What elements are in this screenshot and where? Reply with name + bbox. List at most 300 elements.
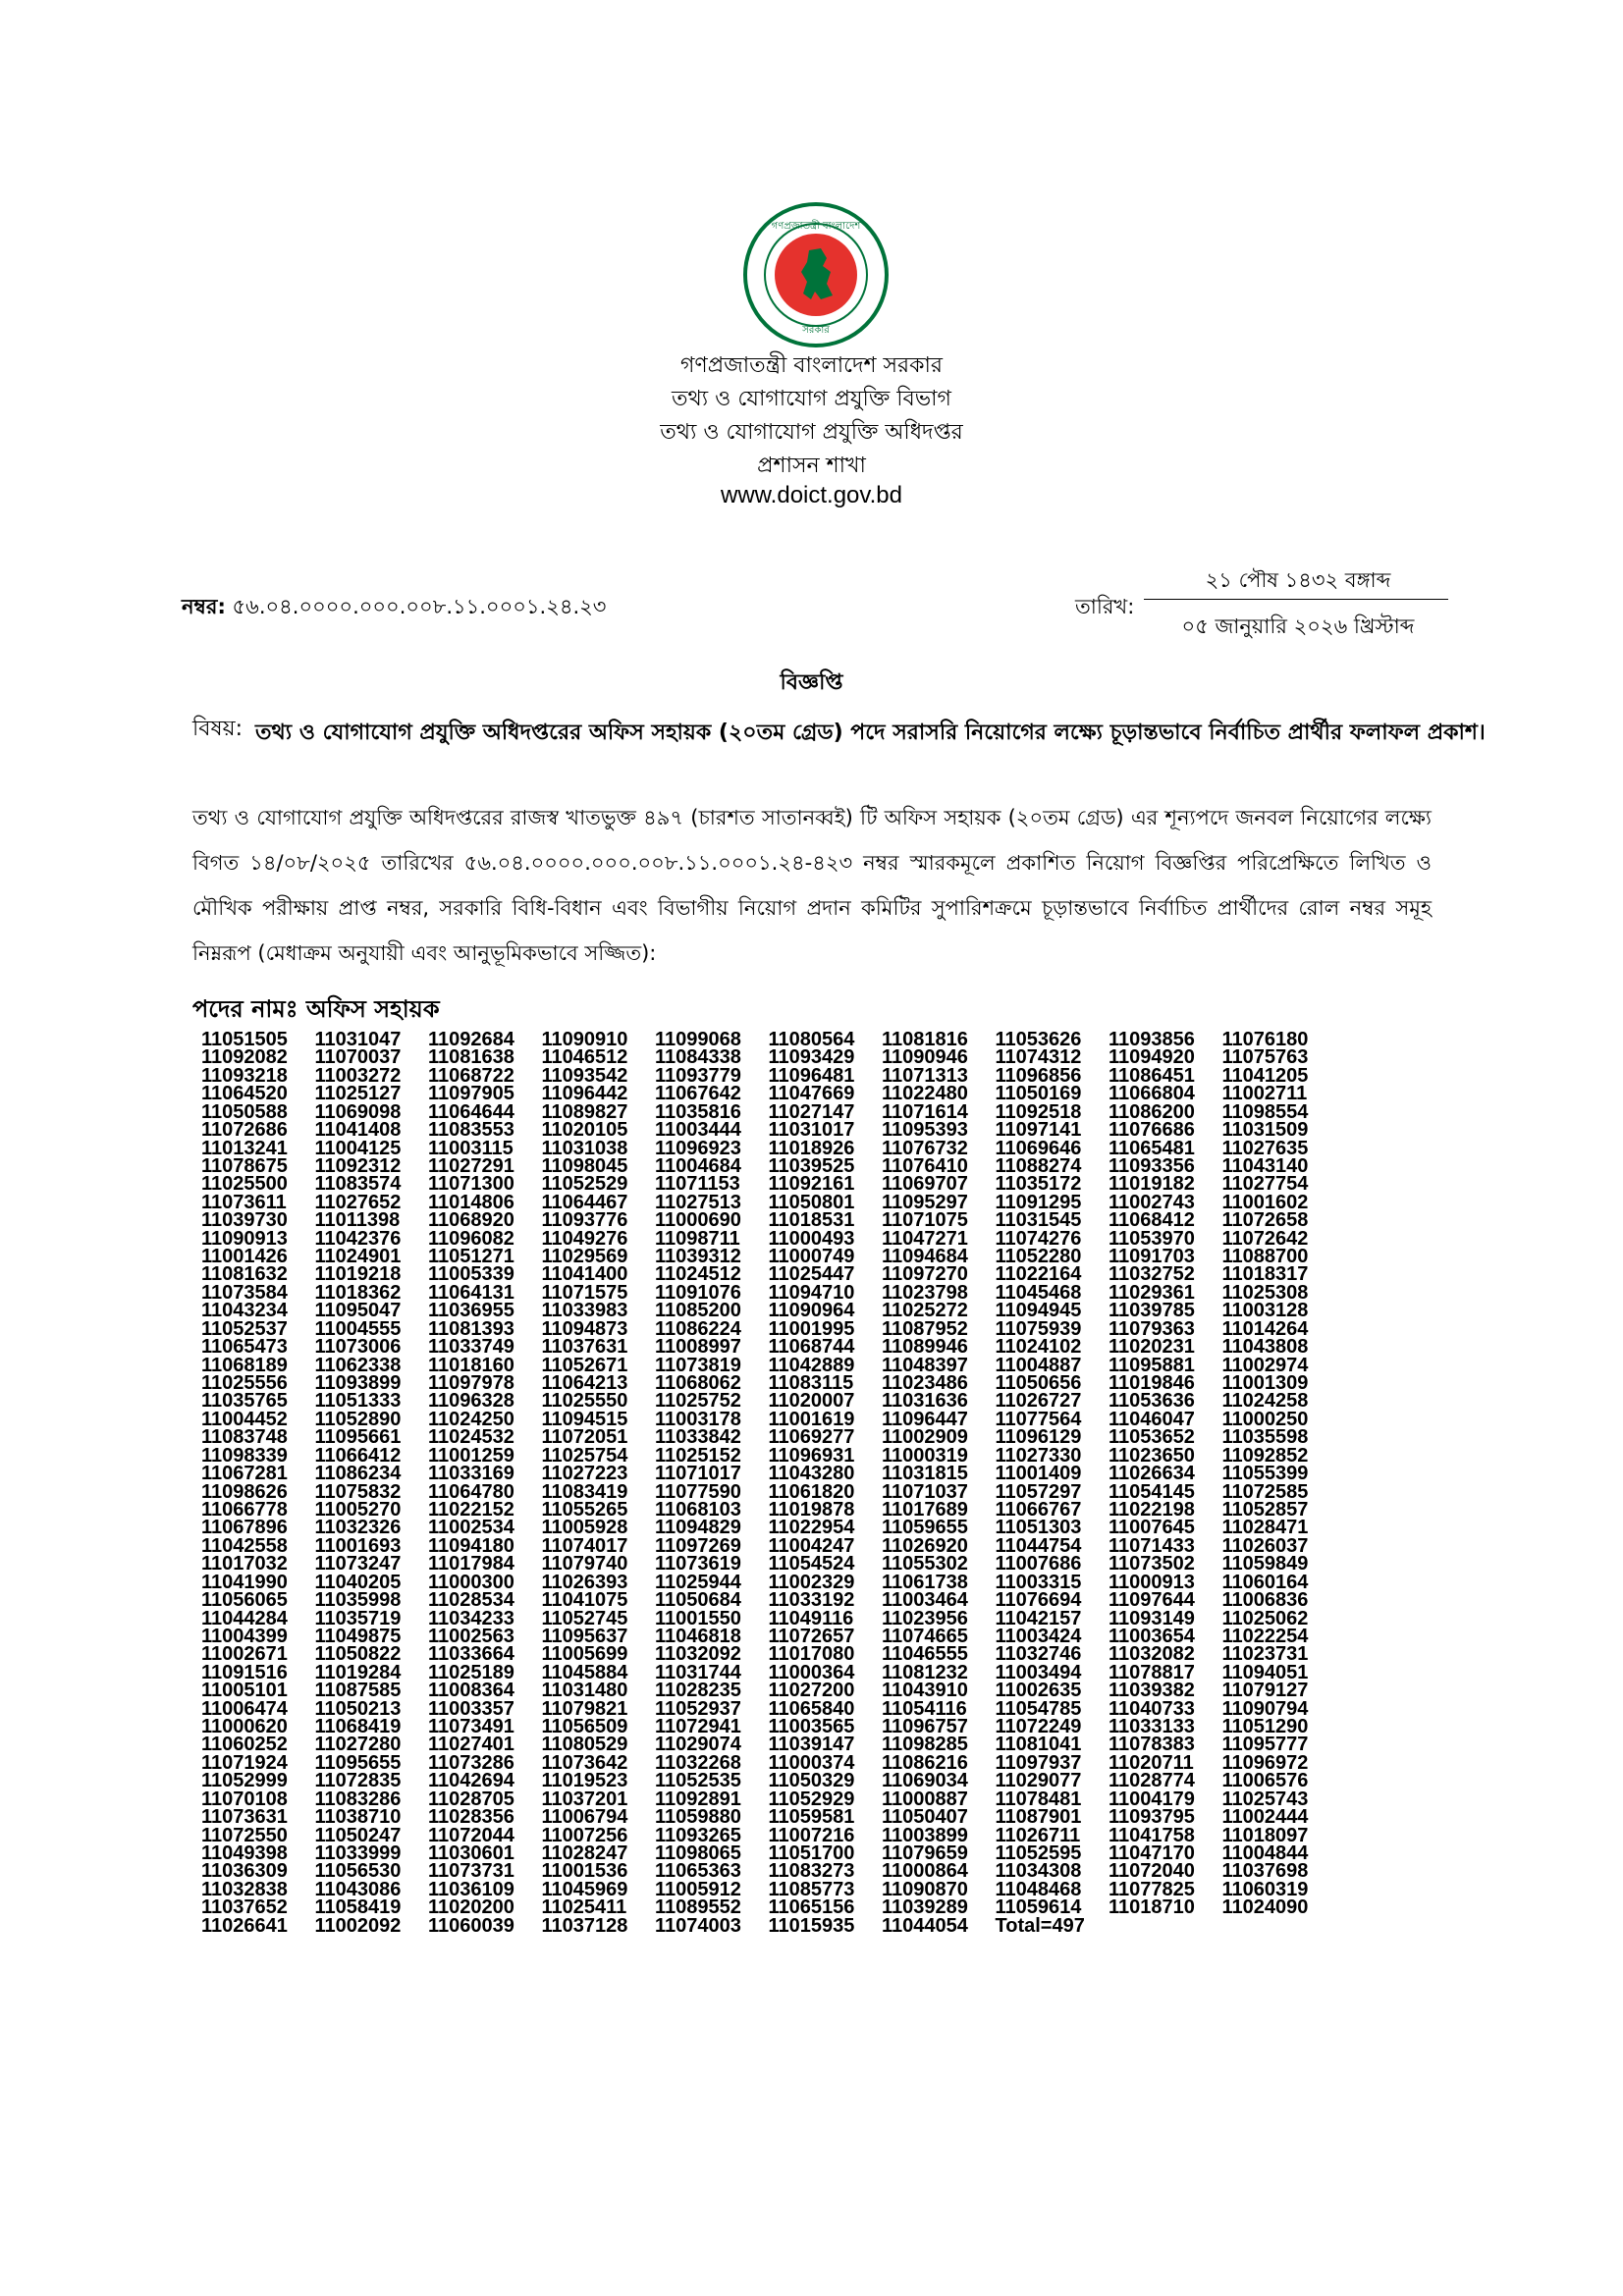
roll-number: 11083286 — [314, 1788, 402, 1810]
roll-number: 11004452 — [201, 1408, 288, 1430]
roll-number: 11044284 — [201, 1607, 288, 1629]
roll-number: 11000864 — [882, 1860, 968, 1883]
roll-number: 11070108 — [201, 1788, 288, 1810]
roll-number: 11028235 — [655, 1680, 741, 1702]
roll-number: 11000300 — [428, 1571, 514, 1593]
roll-number: 11096923 — [655, 1137, 741, 1159]
roll-number: 11002329 — [768, 1571, 855, 1593]
roll-number: 11049875 — [314, 1625, 402, 1647]
roll-number: 11030601 — [428, 1842, 514, 1864]
roll-number: 11098626 — [201, 1480, 288, 1503]
roll-number: 11055265 — [541, 1498, 628, 1521]
roll-number: 11093356 — [1109, 1154, 1195, 1177]
roll-number: 11096972 — [1221, 1751, 1309, 1774]
roll-number: 11073819 — [655, 1354, 741, 1376]
roll-number: 11020231 — [1109, 1336, 1195, 1359]
roll-number: 11027652 — [314, 1191, 402, 1213]
roll-number: 11020711 — [1109, 1751, 1194, 1774]
roll-number: 11092852 — [1221, 1444, 1309, 1467]
roll-number: 11096856 — [995, 1064, 1082, 1087]
roll-number: 11005928 — [541, 1517, 628, 1539]
roll-number: 11028534 — [428, 1589, 514, 1612]
subject-label: বিষয়: — [192, 717, 243, 741]
roll-number: 11032752 — [1109, 1263, 1195, 1286]
roll-number: 11074312 — [995, 1046, 1082, 1069]
roll-number: 11071300 — [428, 1173, 514, 1196]
roll-number: 11024532 — [428, 1426, 514, 1449]
roll-number: 11098554 — [1221, 1100, 1309, 1123]
roll-number: 11003444 — [655, 1119, 741, 1142]
roll-number: 11000250 — [1221, 1408, 1309, 1430]
roll-number: 11001693 — [314, 1534, 402, 1557]
roll-number: 11020200 — [428, 1896, 514, 1919]
roll-row — [201, 1770, 1335, 1792]
roll-number: 11081632 — [201, 1263, 288, 1286]
roll-number: 11000620 — [201, 1716, 288, 1738]
roll-number: 11035765 — [201, 1390, 288, 1413]
roll-number: 11018926 — [768, 1137, 855, 1159]
roll-number: 11067281 — [201, 1463, 288, 1485]
roll-row — [201, 1643, 1335, 1666]
roll-number: 11066804 — [1109, 1083, 1195, 1105]
roll-number: 11052999 — [201, 1770, 288, 1792]
roll-number: 11004179 — [1109, 1788, 1195, 1810]
roll-row — [201, 1209, 1335, 1232]
roll-number: 11093149 — [1109, 1607, 1195, 1629]
date-gregorian: ০৫ জানুয়ারি ২০২৬ খ্রিস্টাব্দ — [1181, 614, 1415, 638]
roll-number: 11004887 — [995, 1354, 1082, 1376]
roll-number: 11081816 — [882, 1029, 968, 1050]
roll-number: 11018317 — [1221, 1263, 1309, 1286]
roll-number: 11041075 — [541, 1589, 628, 1612]
roll-number: 11072040 — [1109, 1860, 1195, 1883]
roll-number: 11065481 — [1109, 1137, 1195, 1159]
roll-number: 11026393 — [541, 1571, 628, 1593]
roll-row — [201, 1680, 1335, 1702]
roll-number: 11047170 — [1109, 1842, 1195, 1864]
roll-number: 11072941 — [655, 1716, 741, 1738]
total-count: Total=497 — [995, 1914, 1085, 1937]
roll-number: 11025754 — [541, 1444, 628, 1467]
roll-number: 11059655 — [882, 1517, 968, 1539]
roll-number: 11065840 — [768, 1697, 855, 1720]
roll-number: 11092161 — [768, 1173, 855, 1196]
roll-number: 11003494 — [995, 1661, 1082, 1683]
roll-number: 11064213 — [541, 1372, 628, 1395]
roll-number: 11096082 — [428, 1227, 514, 1250]
roll-row — [201, 1463, 1335, 1485]
roll-number: 11070037 — [314, 1046, 402, 1069]
roll-number: 11073584 — [201, 1281, 288, 1304]
roll-number: 11042157 — [995, 1607, 1082, 1629]
roll-number: 11007686 — [995, 1553, 1082, 1575]
roll-number: 11001409 — [995, 1463, 1082, 1485]
roll-number: 11095777 — [1221, 1734, 1309, 1756]
roll-number: 11093265 — [655, 1824, 741, 1846]
roll-number: 11073619 — [655, 1553, 741, 1575]
roll-number: 11005270 — [314, 1498, 402, 1521]
roll-number: 11081232 — [882, 1661, 968, 1683]
roll-number: 11056509 — [541, 1716, 628, 1738]
roll-number: 11025411 — [541, 1896, 627, 1919]
roll-number: 11041408 — [314, 1119, 402, 1142]
roll-number: 11064131 — [428, 1281, 514, 1304]
roll-number: 11090964 — [768, 1300, 855, 1322]
roll-number: 11097644 — [1109, 1589, 1195, 1612]
roll-number: 11003565 — [768, 1716, 855, 1738]
roll-number: 11017689 — [882, 1498, 968, 1521]
roll-number: 11027223 — [541, 1463, 628, 1485]
roll-row — [201, 1555, 1335, 1573]
roll-number: 11093218 — [201, 1064, 288, 1087]
roll-number: 11079659 — [882, 1842, 968, 1864]
roll-number: 11040733 — [1109, 1697, 1195, 1720]
roll-number: 11053626 — [995, 1029, 1082, 1050]
roll-number: 11004247 — [768, 1534, 855, 1557]
roll-number: 11072044 — [428, 1824, 514, 1846]
roll-number: 11080529 — [541, 1734, 628, 1756]
roll-number: 11098339 — [201, 1444, 288, 1467]
roll-number: 11022480 — [882, 1083, 968, 1105]
roll-number: 11048397 — [882, 1354, 968, 1376]
roll-number: 11094515 — [541, 1408, 628, 1430]
roll-number: 11003464 — [882, 1589, 968, 1612]
roll-number: 11053970 — [1109, 1227, 1195, 1250]
roll-number: 11033169 — [428, 1463, 514, 1485]
roll-number: 11096481 — [768, 1064, 855, 1087]
roll-number: 11061738 — [882, 1571, 968, 1593]
roll-number: 11086216 — [882, 1751, 968, 1774]
roll-number: 11097905 — [428, 1083, 514, 1105]
roll-number: 11008364 — [428, 1680, 514, 1702]
roll-number: 11052537 — [201, 1317, 288, 1340]
roll-number: 11088274 — [995, 1154, 1082, 1177]
roll-number: 11003115 — [428, 1137, 514, 1159]
roll-number: 11048468 — [995, 1878, 1082, 1900]
roll-number: 11024901 — [314, 1246, 402, 1268]
roll-number: 11097270 — [882, 1263, 968, 1286]
roll-number: 11024512 — [655, 1263, 741, 1286]
roll-number: 11028471 — [1221, 1517, 1309, 1539]
roll-number: 11092082 — [201, 1046, 288, 1069]
roll-number: 11027513 — [655, 1191, 741, 1213]
roll-number: 11089946 — [882, 1336, 968, 1359]
roll-number: 11003128 — [1221, 1300, 1309, 1322]
roll-number: 11039147 — [768, 1734, 855, 1756]
roll-number: 11050822 — [314, 1643, 402, 1666]
roll-number: 11003272 — [314, 1064, 402, 1087]
roll-number: 11000319 — [882, 1444, 968, 1467]
roll-number: 11018710 — [1109, 1896, 1195, 1919]
roll-number: 11066767 — [995, 1498, 1082, 1521]
roll-number: 11059614 — [995, 1896, 1082, 1919]
roll-number: 11028247 — [541, 1842, 628, 1864]
roll-number: 11071017 — [655, 1463, 741, 1485]
roll-number: 11054524 — [768, 1553, 855, 1575]
roll-number: 11027330 — [995, 1444, 1082, 1467]
roll-number: 11043234 — [201, 1300, 288, 1322]
roll-number: 11081638 — [428, 1046, 514, 1069]
roll-number: 11094829 — [655, 1517, 741, 1539]
roll-number: 11058419 — [314, 1896, 402, 1919]
roll-number: 11074665 — [882, 1625, 968, 1647]
header-website: www.doict.gov.bd — [721, 482, 902, 508]
roll-number: 11081041 — [995, 1734, 1082, 1756]
roll-number: 11001259 — [428, 1444, 514, 1467]
roll-number: 11037201 — [541, 1788, 628, 1810]
roll-number: 11025550 — [541, 1390, 628, 1413]
roll-number: 11046818 — [655, 1625, 741, 1647]
roll-number: 11052535 — [655, 1770, 741, 1792]
roll-number: 11026037 — [1221, 1534, 1309, 1557]
roll-number: 11005699 — [541, 1643, 628, 1666]
roll-number: 11071075 — [882, 1209, 968, 1232]
roll-number: 11033192 — [768, 1589, 855, 1612]
roll-number: 11002909 — [882, 1426, 968, 1449]
roll-number: 11019284 — [314, 1661, 402, 1683]
roll-number: 11085773 — [768, 1878, 855, 1900]
roll-number: 11043808 — [1221, 1336, 1309, 1359]
roll-number: 11019523 — [541, 1770, 628, 1792]
roll-number: 11050329 — [768, 1770, 855, 1792]
roll-number: 11094710 — [768, 1281, 855, 1304]
roll-number: 11026727 — [995, 1390, 1082, 1413]
roll-number: 11064520 — [201, 1083, 288, 1105]
roll-number: 11093779 — [655, 1064, 741, 1087]
roll-number: 11027200 — [768, 1680, 855, 1702]
roll-number: 11001536 — [541, 1860, 628, 1883]
roll-number: 11092518 — [995, 1100, 1082, 1123]
roll-number: 11018362 — [314, 1281, 402, 1304]
roll-number: 11002974 — [1221, 1354, 1309, 1376]
date-divider — [1144, 599, 1448, 600]
roll-number: 11022954 — [768, 1517, 855, 1539]
roll-number: 11071614 — [882, 1100, 968, 1123]
roll-number: 11039525 — [768, 1154, 855, 1177]
roll-number: 11066412 — [314, 1444, 402, 1467]
date-label: তারিখ: — [1075, 595, 1135, 618]
roll-number: 11072658 — [1221, 1209, 1309, 1232]
roll-number: 11042558 — [201, 1534, 288, 1557]
roll-number: 11052857 — [1221, 1498, 1309, 1521]
roll-number: 11017032 — [201, 1553, 288, 1575]
roll-number: 11002711 — [1221, 1083, 1308, 1105]
roll-number: 11050801 — [768, 1191, 855, 1213]
roll-number: 11027635 — [1221, 1137, 1309, 1159]
roll-number: 11041990 — [201, 1571, 288, 1593]
roll-number: 11055399 — [1221, 1463, 1309, 1485]
roll-number: 11050656 — [995, 1372, 1082, 1395]
roll-number: 11032838 — [201, 1878, 288, 1900]
roll-number: 11096757 — [882, 1716, 968, 1738]
roll-number: 11084338 — [655, 1046, 741, 1069]
roll-number: 11078383 — [1109, 1734, 1195, 1756]
roll-number: 11022152 — [428, 1498, 514, 1521]
roll-number: 11047271 — [882, 1227, 968, 1250]
roll-number: 11095393 — [882, 1119, 968, 1142]
roll-number: 11086224 — [655, 1317, 741, 1340]
roll-number: 11000690 — [655, 1209, 741, 1232]
roll-number: 11052745 — [541, 1607, 628, 1629]
roll-number: 11071575 — [541, 1281, 628, 1304]
roll-number: 11005101 — [201, 1680, 288, 1702]
roll-number: 11023956 — [882, 1607, 968, 1629]
roll-number: 11014264 — [1221, 1317, 1309, 1340]
roll-number: 11054785 — [995, 1697, 1082, 1720]
roll-number: 11037128 — [541, 1914, 628, 1937]
roll-number: 11064644 — [428, 1100, 514, 1123]
roll-number: 11007216 — [768, 1824, 855, 1846]
roll-number: 11019846 — [1109, 1372, 1195, 1395]
roll-number: 11060164 — [1221, 1571, 1309, 1593]
roll-number: 11095637 — [541, 1625, 628, 1647]
roll-number: 11025500 — [201, 1173, 288, 1196]
roll-number: 11056065 — [201, 1589, 288, 1612]
roll-number: 11072249 — [995, 1716, 1082, 1738]
roll-number: 11097269 — [655, 1534, 741, 1557]
roll-number: 11018097 — [1221, 1824, 1309, 1846]
roll-number: 11003178 — [655, 1408, 741, 1430]
roll-number: 11090910 — [541, 1029, 628, 1050]
roll-number: 11052671 — [541, 1354, 628, 1376]
roll-number: 11095047 — [314, 1300, 402, 1322]
roll-number: 11054116 — [882, 1697, 967, 1720]
roll-number: 11092891 — [655, 1788, 741, 1810]
notice-title: বিজ্ঞপ্তি — [780, 670, 843, 695]
roll-number: 11096129 — [995, 1426, 1082, 1449]
roll-number: 11027754 — [1221, 1173, 1309, 1196]
roll-number: 11032082 — [1109, 1643, 1195, 1666]
roll-number: 11002444 — [1221, 1806, 1309, 1829]
roll-number: 11065363 — [655, 1860, 741, 1883]
roll-number: 11073491 — [428, 1716, 514, 1738]
roll-number: 11069707 — [882, 1173, 968, 1196]
roll-number: 11035598 — [1221, 1426, 1309, 1449]
roll-number: 11049398 — [201, 1842, 288, 1864]
roll-number: 11050407 — [882, 1806, 968, 1829]
roll-number: 11001619 — [768, 1408, 855, 1430]
roll-number: 11074276 — [995, 1227, 1082, 1250]
roll-number: 11078675 — [201, 1154, 288, 1177]
roll-number: 11025447 — [768, 1263, 855, 1286]
roll-number: 11060252 — [201, 1734, 288, 1756]
roll-number: 11072550 — [201, 1824, 288, 1846]
roll-number: 11091516 — [201, 1661, 288, 1683]
roll-number: 11038710 — [314, 1806, 402, 1829]
roll-number: 11040205 — [314, 1571, 402, 1593]
roll-number: 11092684 — [428, 1029, 514, 1050]
roll-number: 11065156 — [768, 1896, 855, 1919]
roll-number: 11068103 — [655, 1498, 741, 1521]
roll-number: 11077564 — [995, 1408, 1082, 1430]
roll-number: 11071153 — [655, 1173, 740, 1196]
roll-number: 11095297 — [882, 1191, 968, 1213]
roll-number: 11062338 — [314, 1354, 402, 1376]
roll-number: 11025127 — [314, 1083, 402, 1105]
roll-number: 11094051 — [1221, 1661, 1309, 1683]
roll-number: 11073006 — [314, 1336, 402, 1359]
roll-number: 11073631 — [201, 1806, 288, 1829]
roll-number: 11071433 — [1109, 1534, 1195, 1557]
roll-number: 11004399 — [201, 1625, 288, 1647]
roll-number: 11024250 — [428, 1408, 514, 1430]
roll-number: 11031038 — [541, 1137, 628, 1159]
roll-number: 11037652 — [201, 1896, 288, 1919]
roll-number: 11008997 — [655, 1336, 741, 1359]
roll-number: 11029569 — [541, 1246, 628, 1268]
roll-number: 11094684 — [882, 1246, 968, 1268]
roll-number: 11024102 — [995, 1336, 1082, 1359]
roll-number: 11091295 — [995, 1191, 1082, 1213]
roll-number: 11006576 — [1221, 1770, 1309, 1792]
roll-number: 11015935 — [768, 1914, 855, 1937]
roll-number: 11000749 — [768, 1246, 855, 1268]
roll-number: 11051303 — [995, 1517, 1082, 1539]
roll-row — [201, 1896, 1335, 1919]
roll-number: 11085200 — [655, 1300, 741, 1322]
roll-number: 11068419 — [314, 1716, 402, 1738]
roll-number-table — [201, 1031, 1335, 1935]
roll-number: 11003315 — [995, 1571, 1082, 1593]
roll-number: 11023798 — [882, 1281, 968, 1304]
roll-number: 11088700 — [1221, 1246, 1309, 1268]
roll-number: 11031509 — [1221, 1119, 1309, 1142]
roll-number: 11025272 — [882, 1300, 968, 1322]
roll-number: 11071037 — [882, 1480, 968, 1503]
roll-number: 11078481 — [995, 1788, 1082, 1810]
roll-number: 11046047 — [1109, 1408, 1195, 1430]
roll-number: 11051505 — [201, 1029, 288, 1050]
roll-number: 11094945 — [995, 1300, 1082, 1322]
roll-number: 11019878 — [768, 1498, 855, 1521]
roll-number: 11001995 — [768, 1317, 855, 1340]
roll-number: 11087901 — [995, 1806, 1082, 1829]
roll-number: 11068744 — [768, 1336, 855, 1359]
roll-number: 11069034 — [882, 1770, 968, 1792]
roll-number: 11068412 — [1109, 1209, 1195, 1232]
roll-number: 11003424 — [995, 1625, 1082, 1647]
roll-number: 11072835 — [314, 1770, 402, 1792]
roll-number: 11026711 — [995, 1824, 1081, 1846]
roll-number: 11035172 — [995, 1173, 1082, 1196]
roll-number: 11094920 — [1109, 1046, 1195, 1069]
roll-number: 11071924 — [201, 1751, 288, 1774]
roll-number: 11003654 — [1109, 1625, 1195, 1647]
header-branch: প্রশাসন শাখা — [757, 454, 866, 478]
date-bangla: ২১ পৌষ ১৪৩২ বঙ্গাব্দ — [1205, 568, 1391, 592]
roll-number: 11025743 — [1221, 1788, 1309, 1810]
roll-number: 11037698 — [1221, 1860, 1309, 1883]
body-paragraph: তথ্য ও যোগাযোগ প্রযুক্তি অধিদপ্তরের রাজস্ব খাতভুক্ত ৪৯৭ (চারশত সাতানব্বই) টি অফিস সহায়ক (২০তম গ্রেড) এর শূন্যপদে জনবল নিয়োগের লক্ষ্যে বিগত ১৪/০৮/২০২৫ তারিখের ৫৬.০৪.০০০০.০০০.০০৮.১১.০০০১.২৪-৪২৩ নম্বর স্মারকমূলে প্রকাশিত নিয়োগ বিজ্ঞপ্তির পরিপ্রেক্ষিতে লিখিত ও মৌখিক পরীক্ষায় প্রাপ্ত নম্বর, সরকারি বিধি-বিধান এবং বিভাগীয় নিয়োগ প্রদান কমিটির সুপারিশক্রমে চূড়ান্তভাবে নির্বাচিত প্রার্থীদের রোল নম্বর সমূহ নিম্নরূপ (মেধাক্রম অনুযায়ী এবং আনুভূমিকভাবে সজ্জিত): — [192, 806, 1432, 965]
roll-number: 11006794 — [541, 1806, 628, 1829]
roll-number: 11039382 — [1109, 1680, 1195, 1702]
roll-number: 11072657 — [768, 1625, 855, 1647]
roll-number: 11007645 — [1109, 1517, 1195, 1539]
roll-number: 11020105 — [541, 1119, 628, 1142]
roll-number: 11000887 — [882, 1788, 968, 1810]
roll-number: 11036309 — [201, 1860, 288, 1883]
roll-number: 11079363 — [1109, 1317, 1195, 1340]
roll-number: 11001309 — [1221, 1372, 1309, 1395]
roll-number: 11076410 — [882, 1154, 968, 1177]
roll-number: 11074003 — [655, 1914, 741, 1937]
roll-number: 11022254 — [1221, 1625, 1309, 1647]
roll-number: 11029074 — [655, 1734, 741, 1756]
roll-number: 11039730 — [201, 1209, 288, 1232]
roll-number: 11002534 — [428, 1517, 514, 1539]
roll-number: 11001602 — [1221, 1191, 1309, 1213]
roll-number: 11014806 — [428, 1191, 514, 1213]
